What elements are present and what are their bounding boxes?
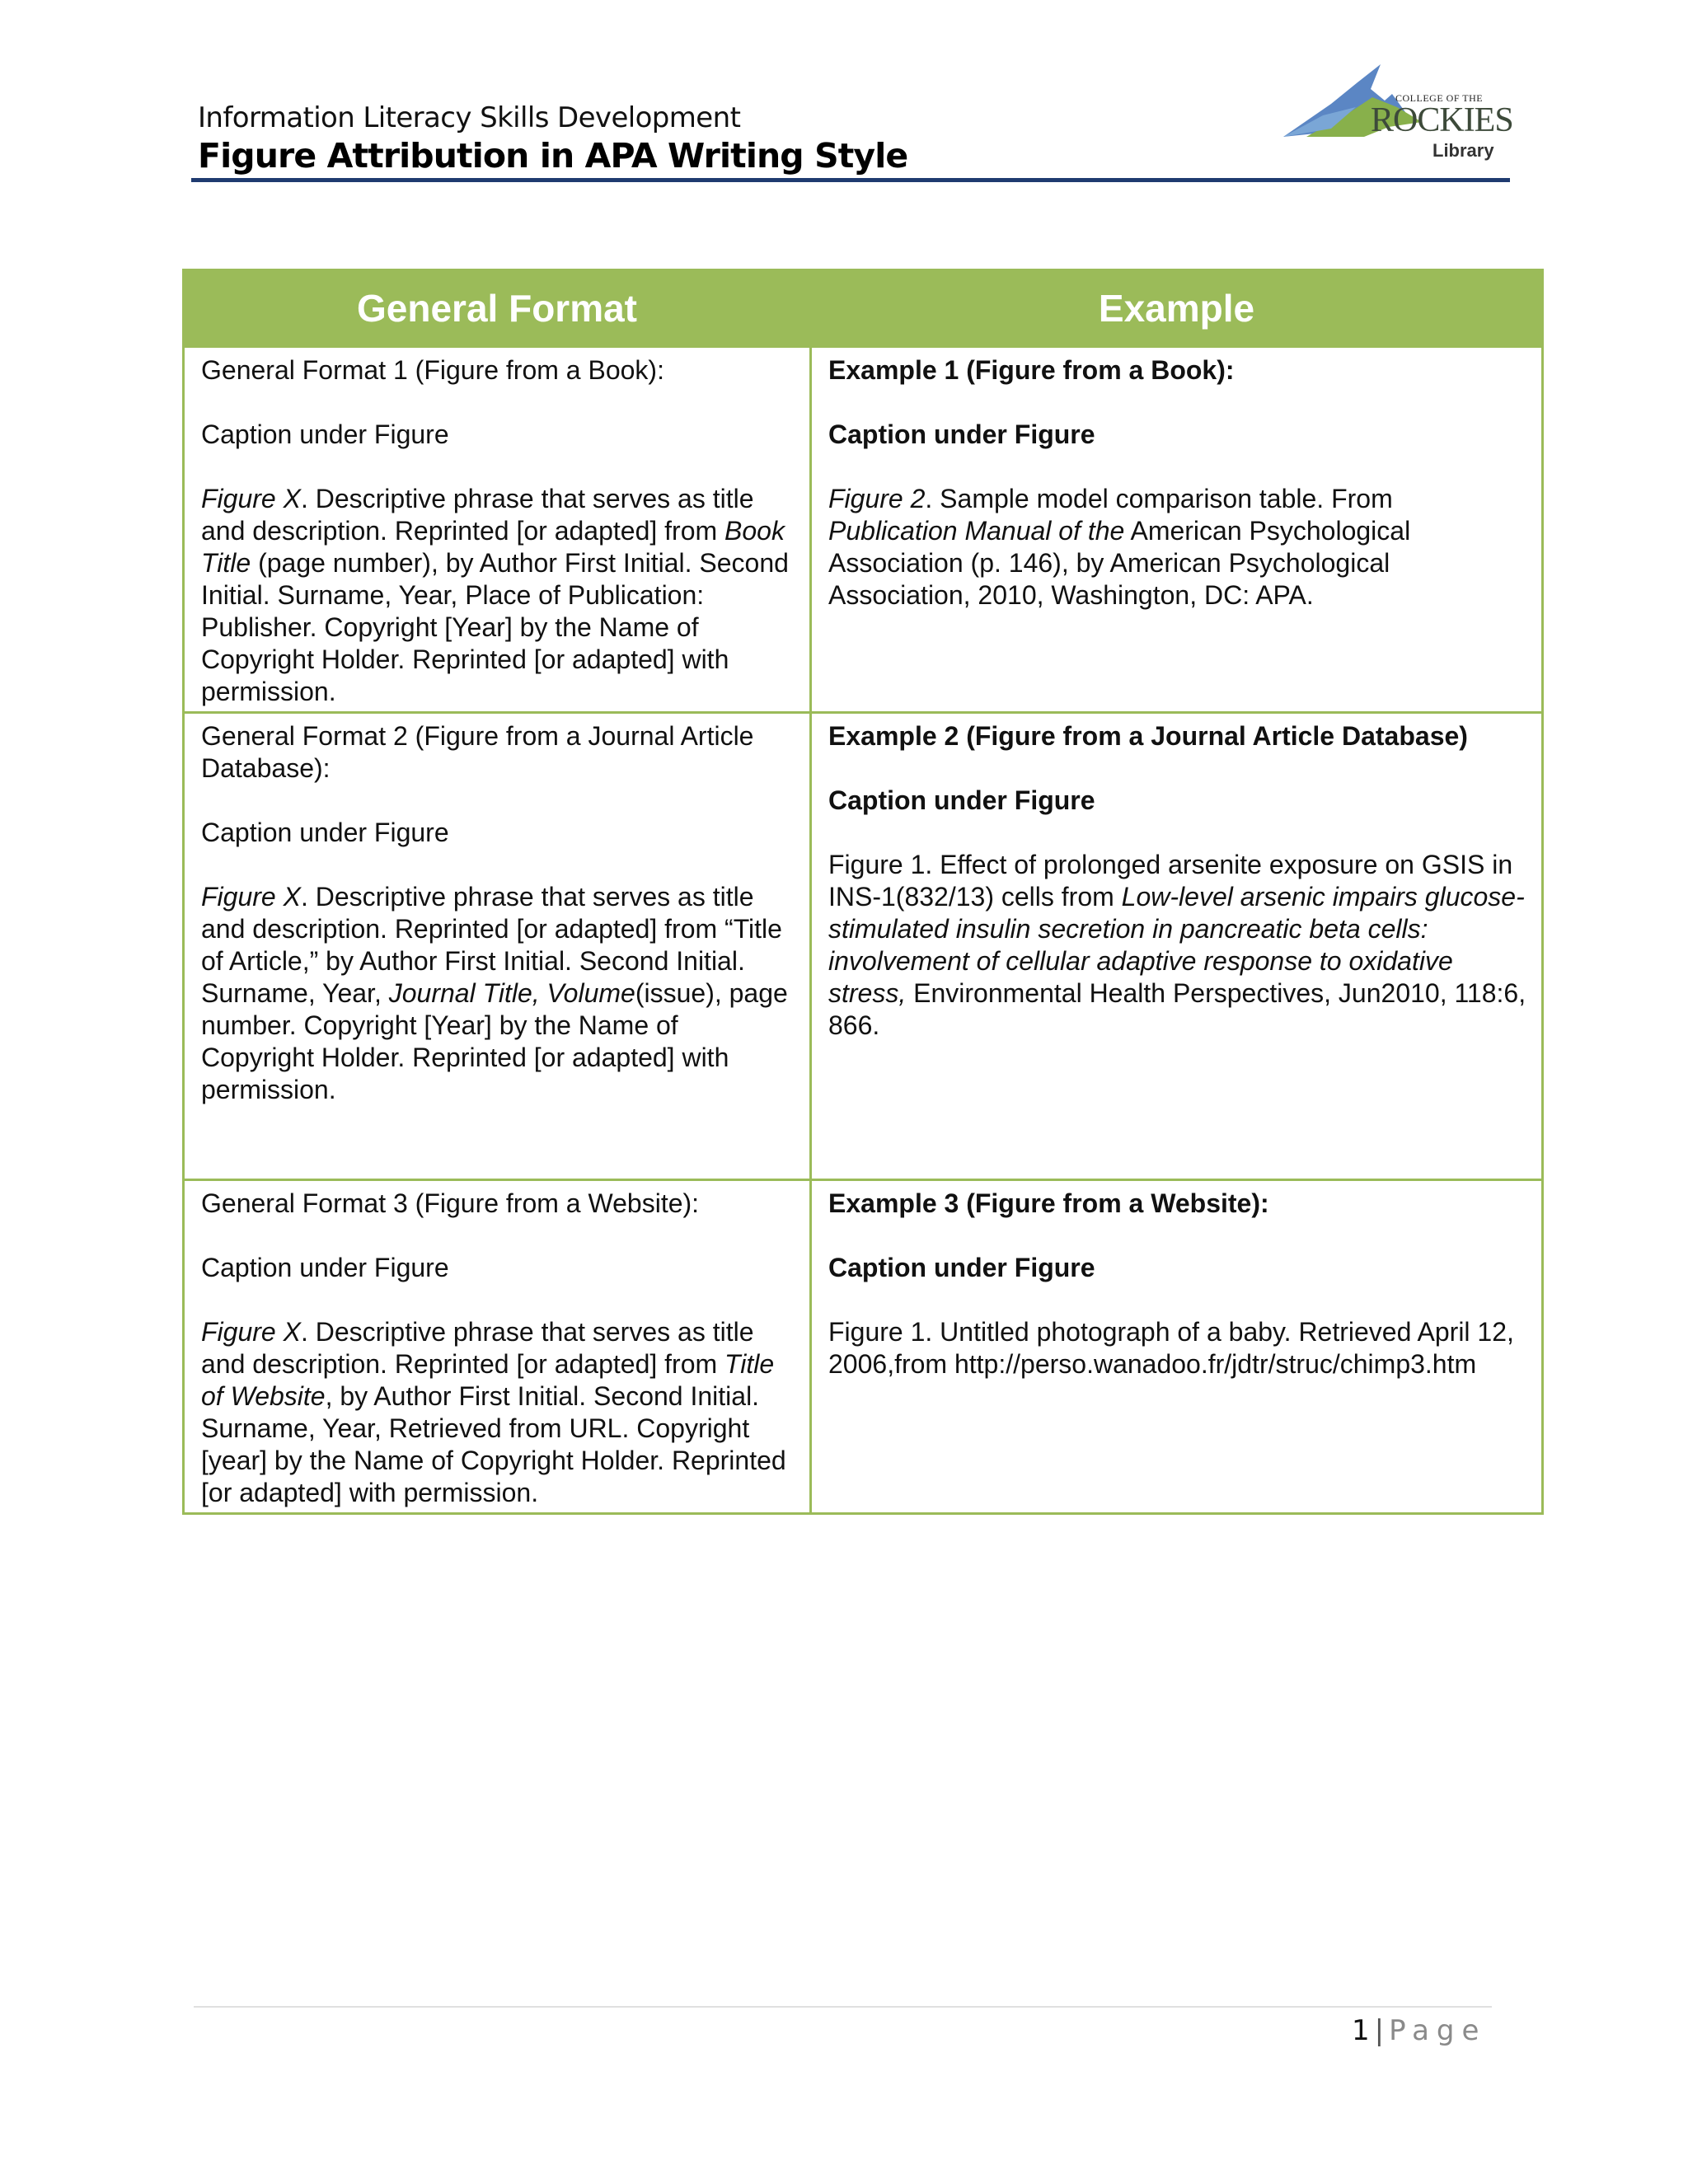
header-rule — [191, 178, 1510, 182]
general-format-cell — [184, 347, 811, 713]
caption-label: Caption under Figure — [201, 818, 449, 847]
text-run: (page number), by Author First Initial. Second Initial. Surname, Year, Place of Publication: Publisher. Copyright [Year] by the Name of Copyright Holder. Reprinted [or adapted] with permission. — [201, 548, 789, 706]
italic-text-run: Publication Manual of the — [828, 516, 1125, 546]
text-run: . Descriptive phrase that serves as title and description. Reprinted [or adapted] from — [201, 1317, 754, 1379]
text-run: . Descriptive phrase that serves as title and description. Reprinted [or adapted] from — [201, 484, 754, 546]
citation-text — [828, 849, 1526, 1042]
logo-library-text: Library — [1432, 140, 1494, 161]
caption-label: Caption under Figure — [828, 419, 1095, 449]
page-separator: | — [1374, 2014, 1385, 2047]
caption-label: Caption under Figure — [828, 1253, 1095, 1282]
citation-text — [828, 1316, 1526, 1380]
footer-rule — [194, 2006, 1492, 2008]
table-row — [184, 713, 1543, 1180]
apa-format-table — [182, 269, 1544, 1515]
example-cell — [811, 347, 1543, 713]
logo-rockies-text: ROCKIES — [1371, 101, 1513, 139]
example-cell — [811, 1180, 1543, 1514]
cell-heading: General Format 2 (Figure from a Journal Article Database): — [201, 721, 754, 783]
italic-text-run: Book Title — [201, 516, 785, 578]
document-title: Figure Attribution in APA Writing Style — [198, 136, 908, 176]
text-run: American Psychological Association (p. 146), by American Psychological Association, 2010, Washington, DC: APA. — [828, 516, 1411, 610]
caption-label: Caption under Figure — [201, 1253, 449, 1282]
general-format-cell — [184, 713, 811, 1180]
text-run: (issue), page number. Copyright [Year] by the Name of Copyright Holder. Reprinted [or adapted] with permission. — [201, 978, 788, 1104]
text-run: . Sample model comparison table. From — [925, 484, 1393, 513]
cell-heading: Example 3 (Figure from a Website): — [828, 1188, 1269, 1218]
text-run: Environmental Health Perspectives, Jun2010, 118:6, 866. — [828, 978, 1526, 1040]
italic-text-run: Figure X — [201, 882, 301, 912]
general-format-cell — [184, 1180, 811, 1514]
italic-text-run: Title of Website — [201, 1349, 775, 1411]
text-run: Figure 1. Untitled photograph of a baby. Retrieved April 12, 2006,from http://perso.wanadoo.fr/jdtr/struc/chimp3.htm — [828, 1317, 1514, 1379]
column-header-general-format: General Format — [184, 270, 811, 347]
page-number-value: 1 — [1352, 2014, 1370, 2047]
caption-label: Caption under Figure — [828, 785, 1095, 815]
caption-label: Caption under Figure — [201, 419, 449, 449]
citation-text — [201, 881, 795, 1106]
cell-heading: General Format 1 (Figure from a Book): — [201, 355, 664, 385]
example-cell — [811, 713, 1543, 1180]
logo-college-text: COLLEGE OF THE — [1395, 92, 1484, 104]
table-row — [184, 347, 1543, 713]
italic-text-run: Figure 2 — [828, 484, 926, 513]
italic-text-run: Low-level arsenic impairs glucose-stimulated insulin secretion in pancreatic beta cells: involvement of cellular adaptive response to oxidative stress, — [828, 882, 1525, 1008]
table-header-row — [184, 270, 1543, 347]
text-run: . Descriptive phrase that serves as title and description. Reprinted [or adapted] from “Title of Article,” by Author First Initial. Second Initial. Surname, Year, — [201, 882, 782, 1008]
citation-text — [201, 1316, 795, 1509]
document-subtitle: Information Literacy Skills Development — [198, 101, 741, 134]
college-logo — [1282, 64, 1513, 163]
text-run: , by Author First Initial. Second Initial. Surname, Year, Retrieved from URL. Copyright [year] by the Name of Copyright Holder. Reprinted [or adapted] with permission. — [201, 1381, 786, 1507]
cell-heading: Example 1 (Figure from a Book): — [828, 355, 1235, 385]
page-number — [1352, 2014, 1486, 2047]
column-header-example: Example — [811, 270, 1543, 347]
italic-text-run: Journal Title, Volume — [388, 978, 635, 1008]
italic-text-run: Figure X — [201, 1317, 301, 1347]
citation-text — [201, 483, 795, 708]
table-row — [184, 1180, 1543, 1514]
italic-text-run: Figure X — [201, 484, 301, 513]
text-run: Figure 1. Effect of prolonged arsenite exposure on GSIS in INS-1(832/13) cells from — [828, 850, 1513, 912]
page-label: Page — [1389, 2014, 1487, 2047]
cell-heading: General Format 3 (Figure from a Website): — [201, 1188, 700, 1218]
citation-text — [828, 483, 1526, 612]
cell-heading: Example 2 (Figure from a Journal Article Database) — [828, 721, 1468, 751]
